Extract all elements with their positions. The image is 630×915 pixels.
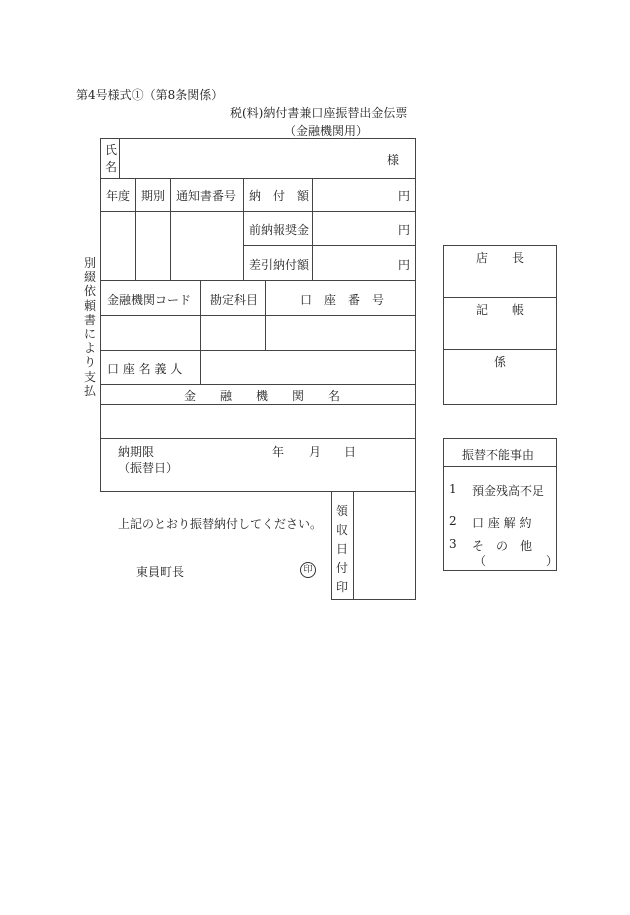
due-date-label: 納期限 <box>118 445 155 459</box>
reason-3-paren: （ ） <box>474 554 559 568</box>
col-notice-number: 通知書番号 <box>176 189 237 203</box>
reason-3-number: 3 <box>449 537 457 551</box>
account-holder-label: 口 座 名 義 人 <box>107 362 183 376</box>
mayor-label: 東員町長 <box>136 565 185 579</box>
approval-manager: 店 長 <box>476 251 525 265</box>
reason-2-label: 口 座 解 約 <box>472 516 532 530</box>
reason-1-number: 1 <box>449 482 457 496</box>
form-title: 税(料)納付書兼口座振替出金伝票 <box>230 106 408 120</box>
bank-code-label: 金融機関コード <box>107 293 192 307</box>
receipt-stamp-label: 領収日付印 <box>335 504 348 594</box>
approval-clerk: 係 <box>494 355 507 369</box>
transfer-date-label: （振替日） <box>118 461 179 475</box>
side-note: 別綴依頼書により支払 <box>83 256 96 398</box>
honorific: 様 <box>387 153 400 167</box>
yen-unit-2: 円 <box>398 223 411 237</box>
col-period: 期別 <box>141 189 166 203</box>
form-number: 第4号様式①（第8条関係） <box>76 88 224 102</box>
form-subtitle: （金融機関用） <box>284 124 369 138</box>
seal-stamp: 印 <box>300 562 316 578</box>
transfer-instruction: 上記のとおり振替納付してください。 <box>118 517 323 531</box>
failure-reasons-title: 振替不能事由 <box>462 448 535 462</box>
date-year: 年 <box>272 445 285 459</box>
reason-3-label: そ の 他 <box>472 539 533 553</box>
date-day: 日 <box>344 445 357 459</box>
date-month: 月 <box>309 445 322 459</box>
col-net-payment: 差引納付額 <box>249 258 310 272</box>
reason-2-number: 2 <box>449 514 457 528</box>
yen-unit-1: 円 <box>398 189 411 203</box>
col-prepaid-bonus: 前納報奨金 <box>249 223 310 237</box>
reason-1-label: 預金残高不足 <box>472 484 545 498</box>
name-label-2: 名 <box>105 160 118 174</box>
account-type-label: 勘定科目 <box>210 293 259 307</box>
name-label-1: 氏 <box>105 143 118 157</box>
bank-name-label: 金 融 機 関 名 <box>184 389 341 403</box>
account-number-label: 口 座 番 号 <box>300 293 385 307</box>
approval-entry: 記 帳 <box>476 303 525 317</box>
yen-unit-3: 円 <box>398 258 411 272</box>
col-payment-amount: 納 付 額 <box>249 189 310 203</box>
col-year: 年度 <box>106 189 131 203</box>
